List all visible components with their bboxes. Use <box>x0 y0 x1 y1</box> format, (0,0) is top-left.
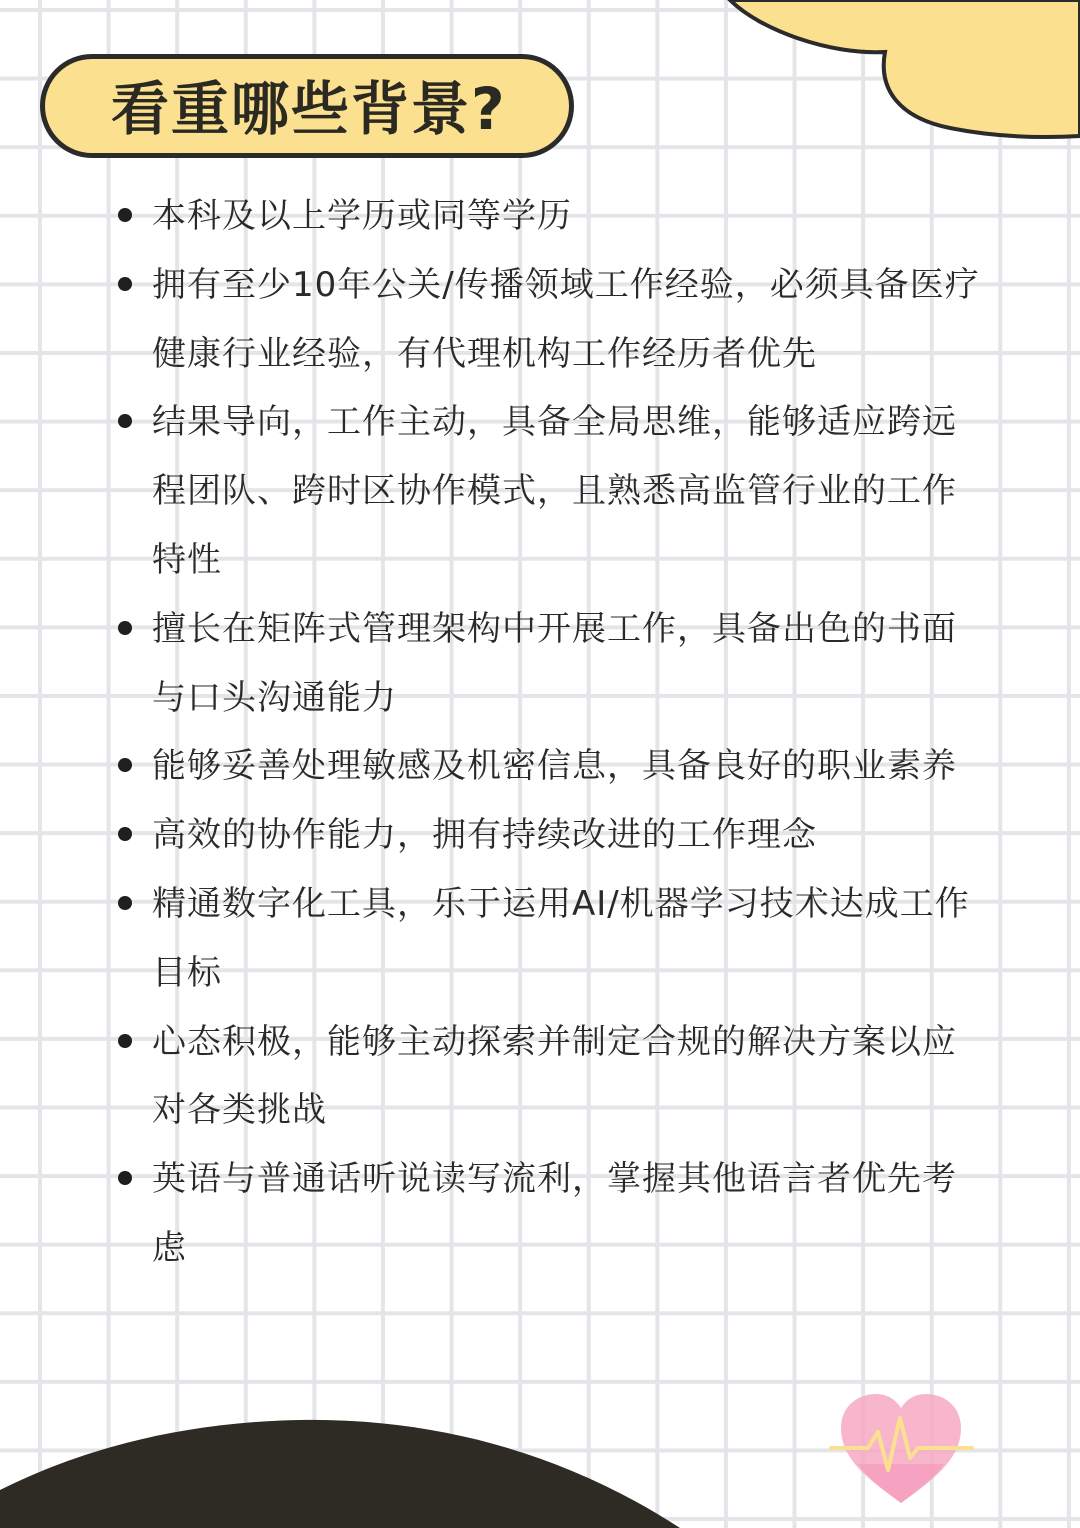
bullet-icon <box>118 1034 132 1048</box>
cloud-decoration <box>700 0 1080 150</box>
list-item: 本科及以上学历或同等学历 <box>112 182 982 251</box>
requirements-list <box>112 182 982 1283</box>
list-item: 拥有至少10年公关/传播领域工作经验，必须具备医疗健康行业经验，有代理机构工作经历者优先 <box>112 251 982 389</box>
list-item: 精通数字化工具，乐于运用AI/机器学习技术达成工作目标 <box>112 870 982 1008</box>
bullet-icon <box>118 414 132 428</box>
list-item: 英语与普通话听说读写流利，掌握其他语言者优先考虑 <box>112 1145 982 1283</box>
list-item: 高效的协作能力，拥有持续改进的工作理念 <box>112 801 982 870</box>
bullet-icon <box>118 277 132 291</box>
bullet-icon <box>118 758 132 772</box>
list-item: 能够妥善处理敏感及机密信息，具备良好的职业素养 <box>112 732 982 801</box>
title-banner <box>40 54 574 158</box>
bullet-icon <box>118 621 132 635</box>
bullet-icon <box>118 896 132 910</box>
list-item: 心态积极，能够主动探索并制定合规的解决方案以应对各类挑战 <box>112 1008 982 1146</box>
bullet-icon <box>118 827 132 841</box>
heart-pulse-icon <box>826 1388 976 1508</box>
list-item: 擅长在矩阵式管理架构中开展工作，具备出色的书面与口头沟通能力 <box>112 595 982 733</box>
bullet-icon <box>118 208 132 222</box>
list-item: 结果导向，工作主动，具备全局思维，能够适应跨远程团队、跨时区协作模式，且熟悉高监管行业的工作特性 <box>112 388 982 594</box>
dark-blob-decoration <box>0 1410 700 1528</box>
bullet-icon <box>118 1171 132 1185</box>
page-title: 看重哪些背景? <box>111 75 507 143</box>
